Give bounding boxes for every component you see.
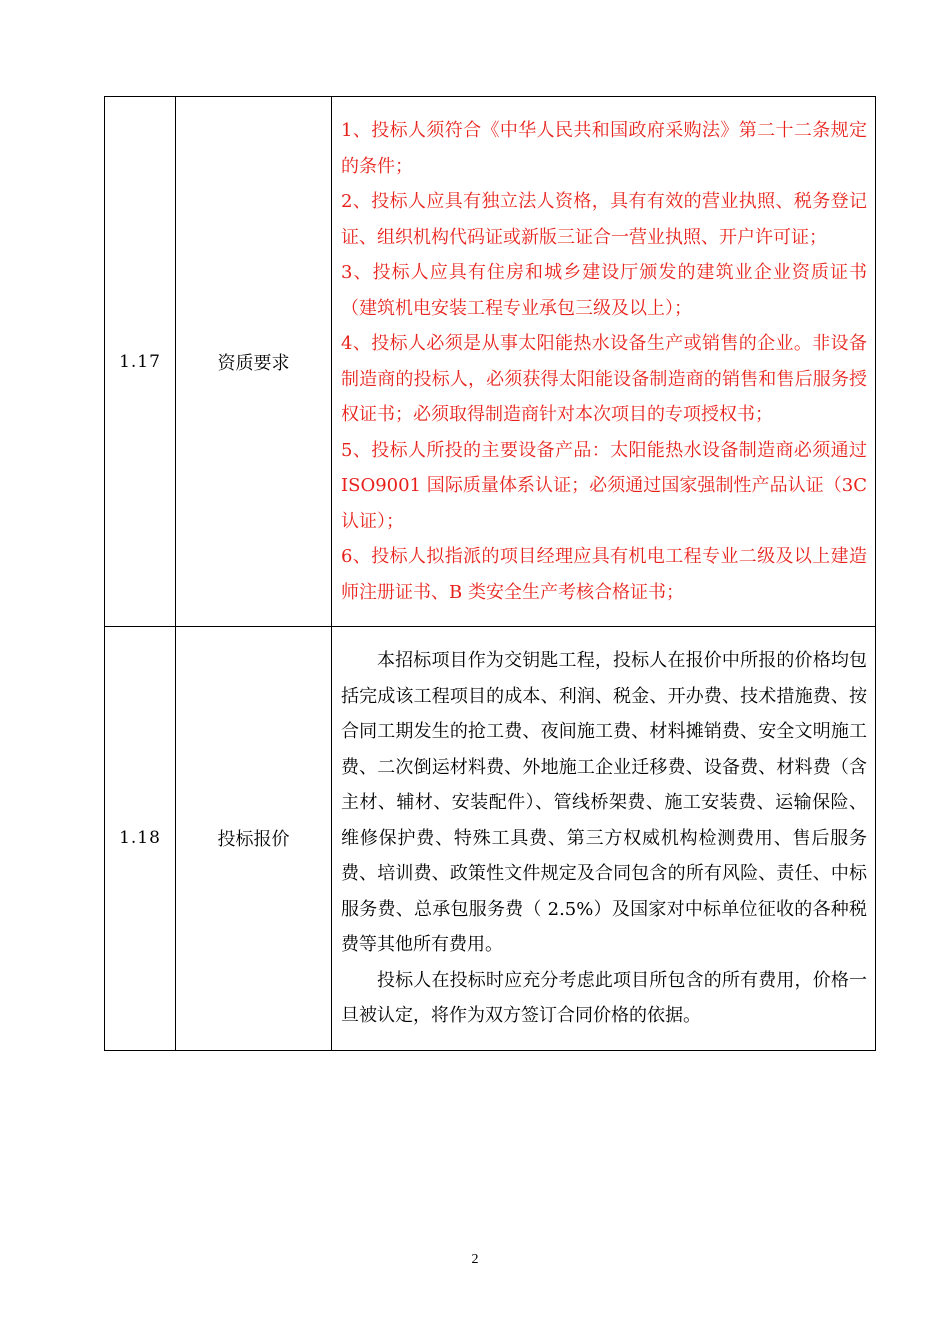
table-row [105,627,876,1051]
requirement-paragraph: 2、投标人应具有独立法人资格，具有有效的营业执照、税务登记证、组织机构代码证或新版三证合一营业执照、开户许可证； [341,191,867,248]
row-content [332,627,876,1051]
tender-spec-table [104,96,876,1051]
requirement-paragraph: 5、投标人所投的主要设备产品：太阳能热水设备制造商必须通过 ISO9001 国际质量体系认证；必须通过国家强制性产品认证（3C 认证）； [341,439,867,532]
pricing-paragraph: 投标人在投标时应充分考虑此项目所包含的所有费用，价格一旦被认定，将作为双方签订合同价格的依据。 [341,969,867,1026]
page-number: 2 [471,1252,479,1267]
requirement-paragraph: 3、投标人应具有住房和城乡建设厅颁发的建筑业企业资质证书（建筑机电安装工程专业承包三级及以上）； [341,262,867,319]
row-item-title: 投标报价 [176,627,332,1051]
table-row [105,97,876,627]
row-item-title: 资质要求 [176,97,332,627]
requirement-paragraph: 6、投标人拟指派的项目经理应具有机电工程专业二级及以上建造师注册证书、B 类安全生产考核合格证书； [341,546,867,603]
pricing-paragraph: 本招标项目作为交钥匙工程，投标人在报价中所报的价格均包括完成该工程项目的成本、利润、税金、开办费、技术措施费、按合同工期发生的抢工费、夜间施工费、材料摊销费、安全文明施工费、二次倒运材料费、外地施工企业迁移费、设备费、材料费（含主材、辅材、安装配件）、管线桥架费、施工安装费、运输保险、维修保护费、特殊工具费、第三方权威机构检测费用、售后服务费、培训费、政策性文件规定及合同包含的所有风险、责任、中标服务费、总承包服务费（ 2.5%）及国家对中标单位征收的各种税费等其他所有费用。 [341,650,867,955]
requirement-paragraph: 1、投标人须符合《中华人民共和国政府采购法》第二十二条规定的条件； [341,120,867,177]
requirement-paragraph: 4、投标人必须是从事太阳能热水设备生产或销售的企业。非设备制造商的投标人，必须获得太阳能设备制造商的销售和售后服务授权证书；必须取得制造商针对本次项目的专项授权书； [341,333,867,425]
row-number: 1.18 [105,627,176,1051]
row-number: 1.17 [105,97,176,627]
row-content [332,97,876,627]
